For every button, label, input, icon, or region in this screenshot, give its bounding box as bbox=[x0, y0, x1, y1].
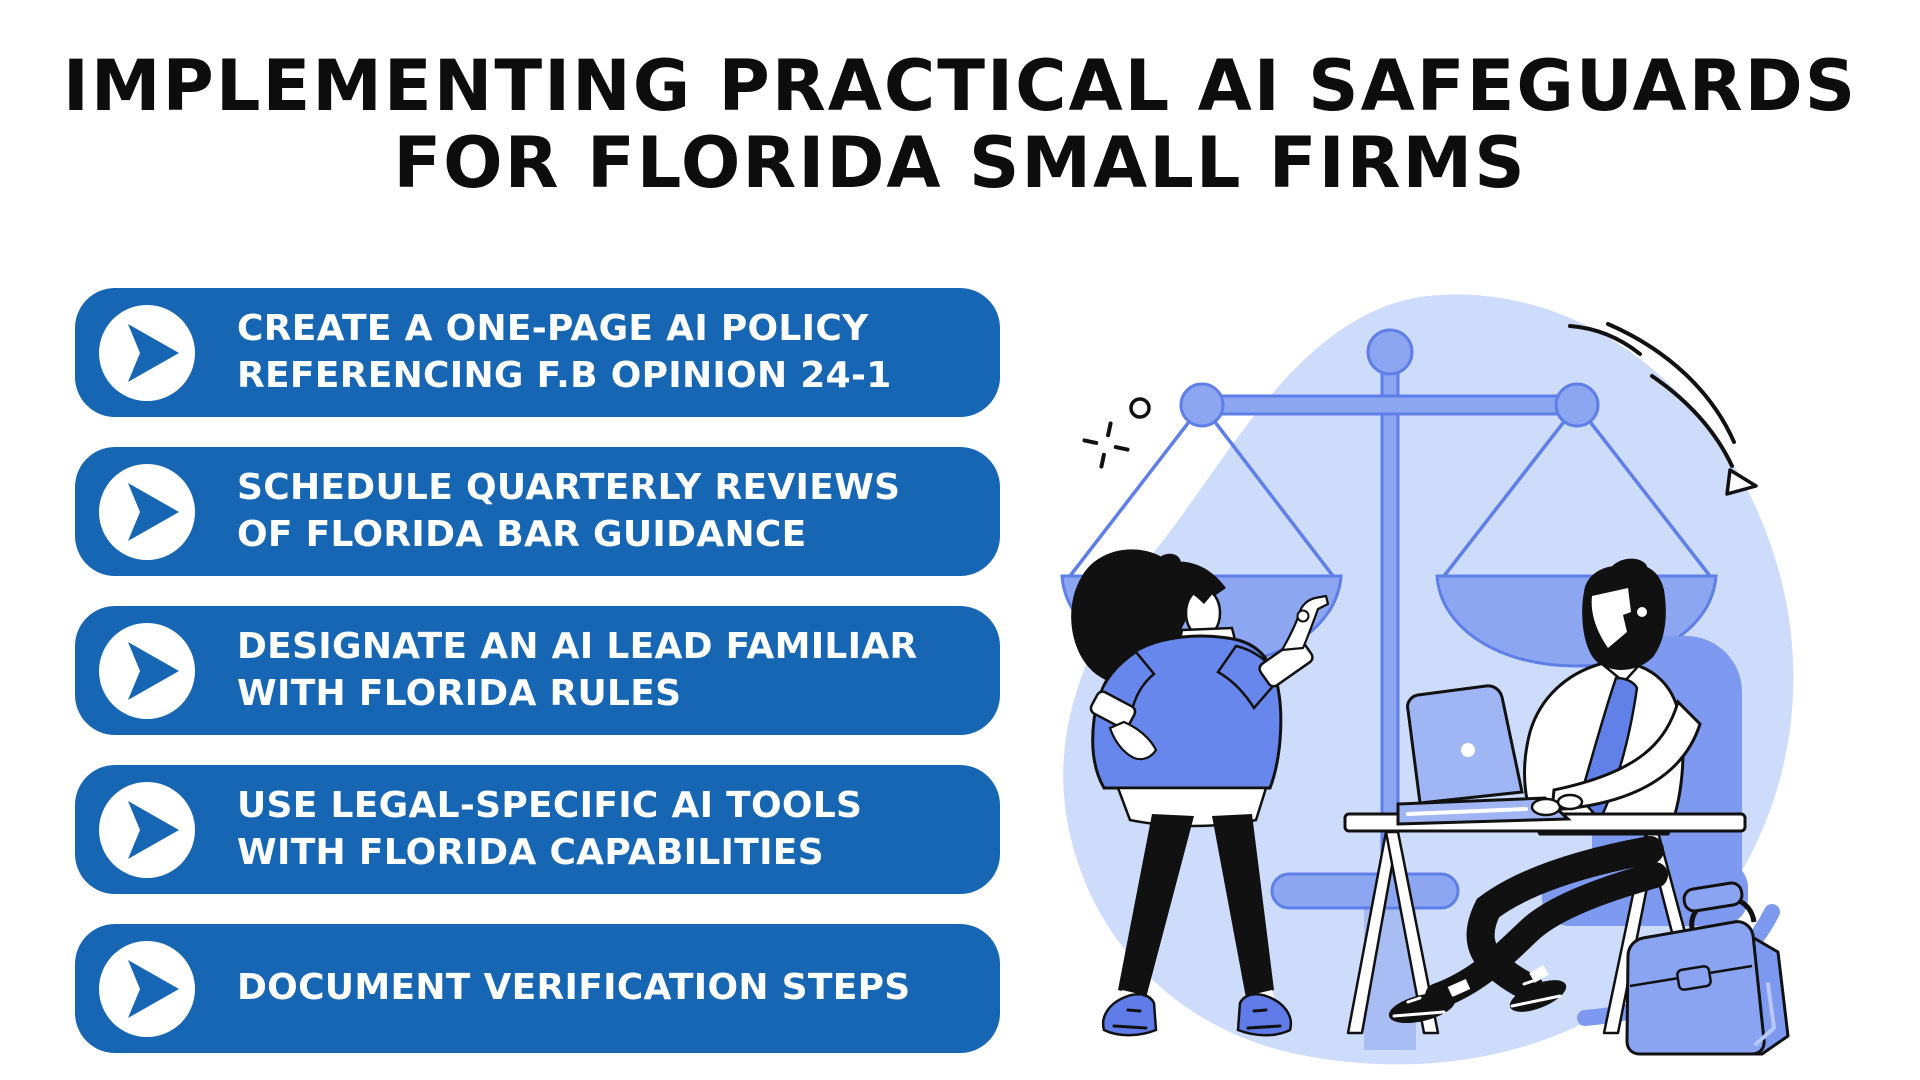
play-arrow-icon bbox=[99, 464, 195, 560]
step-text: SCHEDULE QUARTERLY REVIEWS OF FLORIDA BAR GUIDANCE bbox=[237, 466, 901, 555]
step-banner-4 bbox=[75, 765, 1000, 894]
step-banner-1 bbox=[75, 288, 1000, 417]
step-banner-3 bbox=[75, 606, 1000, 735]
step-banner-5 bbox=[75, 924, 1000, 1053]
sparkle-icon bbox=[1080, 419, 1132, 471]
play-arrow-icon bbox=[99, 623, 195, 719]
play-arrow-icon bbox=[99, 941, 195, 1037]
title-line-2: FOR FLORIDA SMALL FIRMS bbox=[393, 122, 1527, 204]
circle-doodle-icon bbox=[1131, 399, 1149, 417]
step-text: USE LEGAL-SPECIFIC AI TOOLS WITH FLORIDA CAPABILITIES bbox=[237, 784, 863, 873]
step-text: DOCUMENT VERIFICATION STEPS bbox=[237, 967, 911, 1009]
step-text: DESIGNATE AN AI LEAD FAMILIAR WITH FLORIDA RULES bbox=[237, 625, 918, 714]
play-arrow-icon bbox=[99, 782, 195, 878]
steps-list bbox=[75, 288, 1000, 1053]
title-line-1: IMPLEMENTING PRACTICAL AI SAFEGUARDS bbox=[62, 45, 1858, 127]
page-title bbox=[0, 45, 1920, 204]
play-arrow-icon bbox=[99, 305, 195, 401]
justice-scale-illustration bbox=[1040, 280, 1920, 1080]
step-text: CREATE A ONE-PAGE AI POLICY REFERENCING F.B OPINION 24-1 bbox=[237, 307, 892, 396]
step-banner-2 bbox=[75, 447, 1000, 576]
